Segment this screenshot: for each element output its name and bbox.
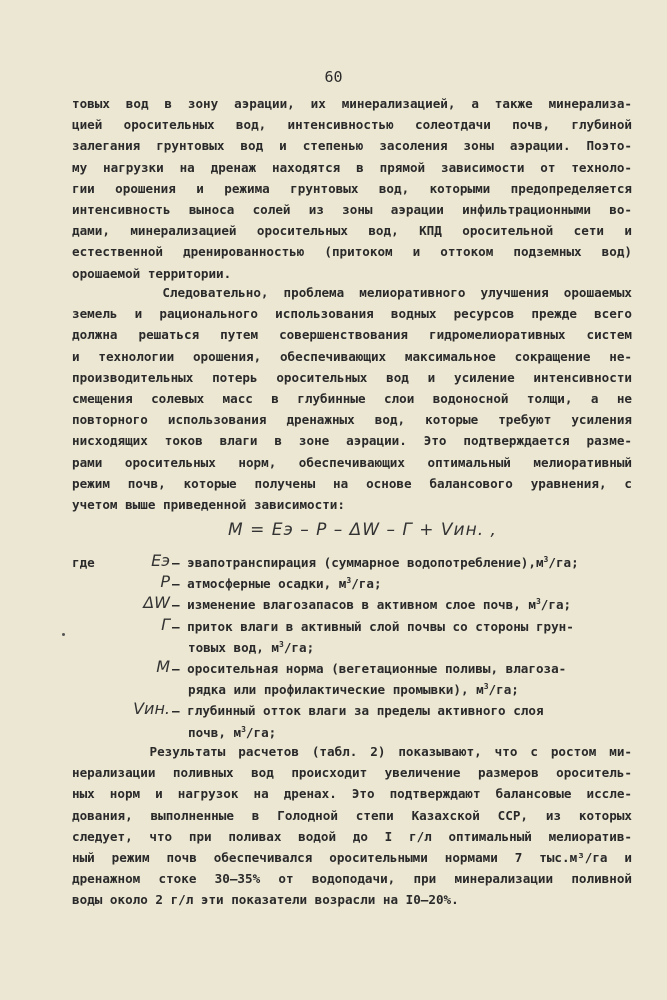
text-line: дами, минерализацией оросительных вод, КПД оросительной сети и xyxy=(72,223,632,239)
text-line: смещения солевых масс в глубинные слои водоносной толщи, а не xyxy=(72,391,632,407)
text-line: воды около 2 г/л эти показатели возрасли на I0–20%. xyxy=(72,892,459,908)
definition-row xyxy=(72,594,652,615)
text-line: нерализации поливных вод происходит увеличение размеров ороситель- xyxy=(72,765,632,781)
paragraph-2 xyxy=(72,282,632,515)
text-line: рами оросительных норм, обеспечивающих оптимальный мелиоративный xyxy=(72,454,632,470)
paragraph-1 xyxy=(72,93,632,284)
text-line: орошаемой территории. xyxy=(72,265,232,281)
text-line: цией оросительных вод, интенсивностью солеотдачи почв, глубиной xyxy=(72,117,632,133)
scan-speck xyxy=(62,633,65,636)
paragraph-3 xyxy=(72,741,632,911)
text-line: учетом выше приведенной зависимости: xyxy=(72,497,345,513)
text-line: должна решаться путем совершенствования гидромелиоративных систем xyxy=(72,327,632,343)
definition-row xyxy=(72,700,652,721)
text-line: и технологии орошения, обеспечивающих максимальное сокращение не- xyxy=(72,348,632,364)
formula-symbol: M xyxy=(156,656,170,676)
text-line: нисходящих токов влаги в зоне аэрации. Это подтверждается разме- xyxy=(72,433,632,449)
definition-text: – атмосферные осадки, $м^3/га$; xyxy=(172,576,382,592)
text-line: Следовательно, проблема мелиоративного улучшения орошаемых xyxy=(72,285,632,300)
text-line: товых вод в зону аэрации, их минерализацией, а также минерализа- xyxy=(72,96,632,111)
text-line: Результаты расчетов (табл. 2) показывают, что с ростом ми- xyxy=(72,744,632,759)
text-line: ный режим почв обеспечивался оросительными нормами 7 тыс.м³/га и xyxy=(72,850,632,866)
definition-text: – приток влаги в активный слой почвы со стороны грун- xyxy=(172,618,574,634)
formula-definitions xyxy=(72,552,652,743)
definition-row xyxy=(72,573,652,594)
definition-continuation: почв, $м^3/га$; xyxy=(188,724,277,740)
text-line: залегания грунтовых вод и степенью засоления зоны аэрации. Поэто- xyxy=(72,138,632,154)
text-line: ных норм и нагрузок на дренах. Это подтверждают балансовые иссле- xyxy=(72,786,632,802)
definition-continuation: товых вод, $м^3/га$; xyxy=(188,639,315,655)
formula-symbol: Eэ xyxy=(151,551,170,570)
definition-row xyxy=(72,722,652,743)
definition-text: – эвапотранспирация (суммарное $водопотребление),м^3/га$; xyxy=(172,555,579,570)
text-line: дования, выполненные в Голодной степи Казахской ССР, из которых xyxy=(72,807,632,823)
definition-row xyxy=(72,552,652,573)
page-number: 60 xyxy=(324,68,343,86)
formula-symbol: P xyxy=(160,572,170,592)
definition-row xyxy=(72,616,652,637)
text-line: земель и рационального использования водных ресурсов прежде всего xyxy=(72,306,632,322)
text-line: му нагрузки на дренаж находятся в прямой зависимости от техноло- xyxy=(72,159,632,175)
definition-row xyxy=(72,679,652,700)
formula-symbol: ΔW xyxy=(143,593,170,613)
balance-formula: M = Eэ – P – ΔW – Г + Vин. , xyxy=(228,520,497,540)
definition-text: – оросительная норма (вегетационные поливы, влагоза- xyxy=(172,660,567,676)
formula-symbol: Г xyxy=(161,614,170,634)
definition-row xyxy=(72,658,652,679)
definition-text: – глубинный отток влаги за пределы активного слоя xyxy=(172,703,544,719)
text-line: интенсивность выноса солей из зоны аэрации инфильтрационными во- xyxy=(72,202,632,218)
text-line: естественной дренированностью (притоком и оттоком подземных вод) xyxy=(72,244,632,260)
text-line: повторного использования дренажных вод, которые требуют усиления xyxy=(72,412,632,428)
formula-symbol: Vин. xyxy=(133,699,170,719)
text-line: режим почв, которые получены на основе балансового уравнения, с xyxy=(72,475,632,491)
definition-row xyxy=(72,637,652,658)
where-label: где xyxy=(72,555,95,570)
definition-continuation: рядка или профилактические промывки), $м^3/га$; xyxy=(188,682,519,698)
text-line: гии орошения и режима грунтовых вод, которыми предопределяется xyxy=(72,180,632,196)
definition-text: – изменение влагозапасов в активном слое почв, $м^3/га$; xyxy=(172,597,572,613)
text-line: следует, что при поливах водой до I г/л оптимальный мелиоратив- xyxy=(72,828,632,844)
text-line: дренажном стоке 30–35% от водоподачи, при минерализации поливной xyxy=(72,871,632,887)
text-line: производительных потерь оросительных вод и усиление интенсивности xyxy=(72,369,632,385)
